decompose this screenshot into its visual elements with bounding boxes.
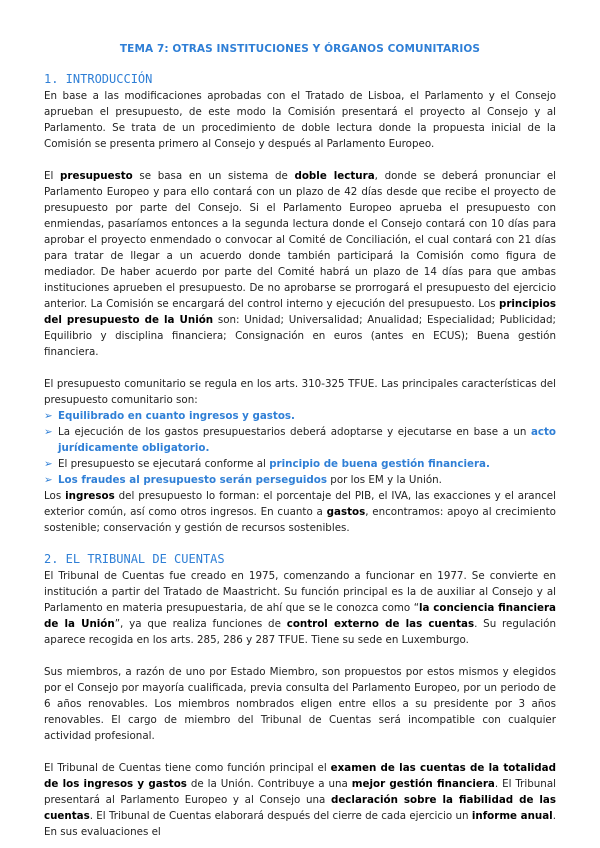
- document-title: TEMA 7: OTRAS INSTITUCIONES Y ÓRGANOS COMUNITARIOS: [119, 43, 481, 55]
- arrow-bullet-icon: ➢: [44, 474, 53, 486]
- list-item: ➢ El presupuesto se ejecutará conforme al principio de buena gestión financiera.: [44, 458, 490, 470]
- characteristics-list: [44, 408, 556, 488]
- section-heading-tribunal: 2. EL TRIBUNAL DE CUENTAS: [44, 552, 225, 566]
- bold-term: ingresos: [65, 490, 115, 502]
- paragraph-tribunal-miembros: Sus miembros, a razón de uno por Estado Miembro, son propuestos por estos mismos y elegidos por el Consejo por mayoría cualificada, previa consulta del Parlamento Europeo, por un periodo de 6 años renovables. Los miembros nombrados eligen entre ellos a su presidente por 3 años renovables. El cargo de miembro del Tribunal de Cuentas será incompatible con cualquier actividad profesional.: [44, 666, 556, 742]
- paragraph-regulacion: El presupuesto comunitario se regula en los arts. 310-325 TFUE. Las principales características del presupuesto comunitario son:: [44, 378, 556, 406]
- section-heading-introduccion: 1. INTRODUCCIÓN: [44, 72, 153, 86]
- bold-term: declaración sobre la fiabilidad de las cuentas: [44, 794, 556, 822]
- bold-term: la conciencia financiera de la Unión: [44, 602, 556, 630]
- arrow-bullet-icon: ➢: [44, 410, 53, 422]
- bold-term: principios del presupuesto de la Unión: [44, 298, 556, 326]
- bold-term: doble lectura: [294, 170, 375, 182]
- arrow-bullet-icon: ➢: [44, 426, 53, 438]
- list-item: ➢ La ejecución de los gastos presupuestarios deberá adoptarse y ejecutarse en base a un acto jurídicamente obligatorio.: [44, 426, 556, 454]
- bold-term: mejor gestión financiera: [351, 778, 495, 790]
- bold-term: informe anual: [471, 810, 553, 822]
- paragraph-lisboa: En base a las modificaciones aprobadas con el Tratado de Lisboa, el Parlamento y el Consejo aprueban el presupuesto, de este modo la Comisión presentará el proyecto al Consejo y al Parlamento. Se trata de un procedimiento de doble lectura donde la propuesta inicial de la Comisión se presenta primero al Consejo y después al Parlamento Europeo.: [44, 90, 556, 150]
- bold-term: control externo de las cuentas: [286, 618, 475, 630]
- bold-term: examen de las cuentas de la totalidad de los ingresos y gastos: [44, 762, 556, 790]
- paragraph-tribunal-funcion: El Tribunal de Cuentas tiene como función principal el examen de las cuentas de la totalidad de los ingresos y gastos de la Unión. Contribuye a una mejor gestión financiera. El Tribunal presentará al Parlamento Europeo y al Consejo una declaración sobre la fiabilidad de las cuentas. El Tribunal de Cuentas elaborará después del cierre de cada ejercicio un informe anual. En sus evaluaciones el: [44, 762, 556, 838]
- paragraph-ingresos-gastos: Los ingresos del presupuesto lo forman: el porcentaje del PIB, el IVA, las exacciones y el arancel exterior común, así como otros ingresos. En cuanto a gastos, encontramos: apoyo al crecimiento sostenible; conservación y gestión de recursos sostenibles.: [44, 490, 556, 534]
- list-item: ➢ Los fraudes al presupuesto serán perseguidos por los EM y la Unión.: [44, 474, 442, 486]
- bold-term: gastos: [326, 506, 366, 518]
- paragraph-presupuesto: El presupuesto se basa en un sistema de doble lectura, donde se deberá pronunciar el Parlamento Europeo y para ello contará con un plazo de 42 días desde que recibe el proyecto de presupuesto por parte del Consejo. Si el Parlamento Europeo aprueba el presupuesto con enmiendas, pasaríamos entonces a la segunda lectura donde el Consejo contará con 10 días para aprobar el proyecto enmendado o convocar al Comité de Conciliación, el cual contará con 21 días para tratar de llegar a un acuerdo donde también participará la Comisión como figura de mediador. De haber acuerdo por parte del Comité habrá un plazo de 14 días para que ambas instituciones aprueben el presupuesto. De no aprobarse se prorrogará el presupuesto del ejercicio anterior. La Comisión se encargará del control interno y ejecución del presupuesto. Los principios del presupuesto de la Unión son: Unidad; Universalidad; Anualidad; Especialidad; Publicidad; Equilibrio y disciplina financiera; Consignación en euros (antes en ECUS); Buena gestión financiera.: [44, 170, 557, 358]
- list-item: ➢ Equilibrado en cuanto ingresos y gastos.: [44, 410, 295, 422]
- bold-term: presupuesto: [60, 170, 133, 182]
- arrow-bullet-icon: ➢: [44, 458, 53, 470]
- paragraph-tribunal-origen: El Tribunal de Cuentas fue creado en 1975, comenzando a funcionar en 1977. Se convierte en institución a partir del Tratado de Maastricht. Su función principal es la de auxiliar al Consejo y al Parlamento en materia presupuestaria, de ahí que se le conozca como “la conciencia financiera de la Unión”, ya que realiza funciones de control externo de las cuentas. Su regulación aparece recogida en los arts. 285, 286 y 287 TFUE. Tiene su sede en Luxemburgo.: [44, 570, 556, 646]
